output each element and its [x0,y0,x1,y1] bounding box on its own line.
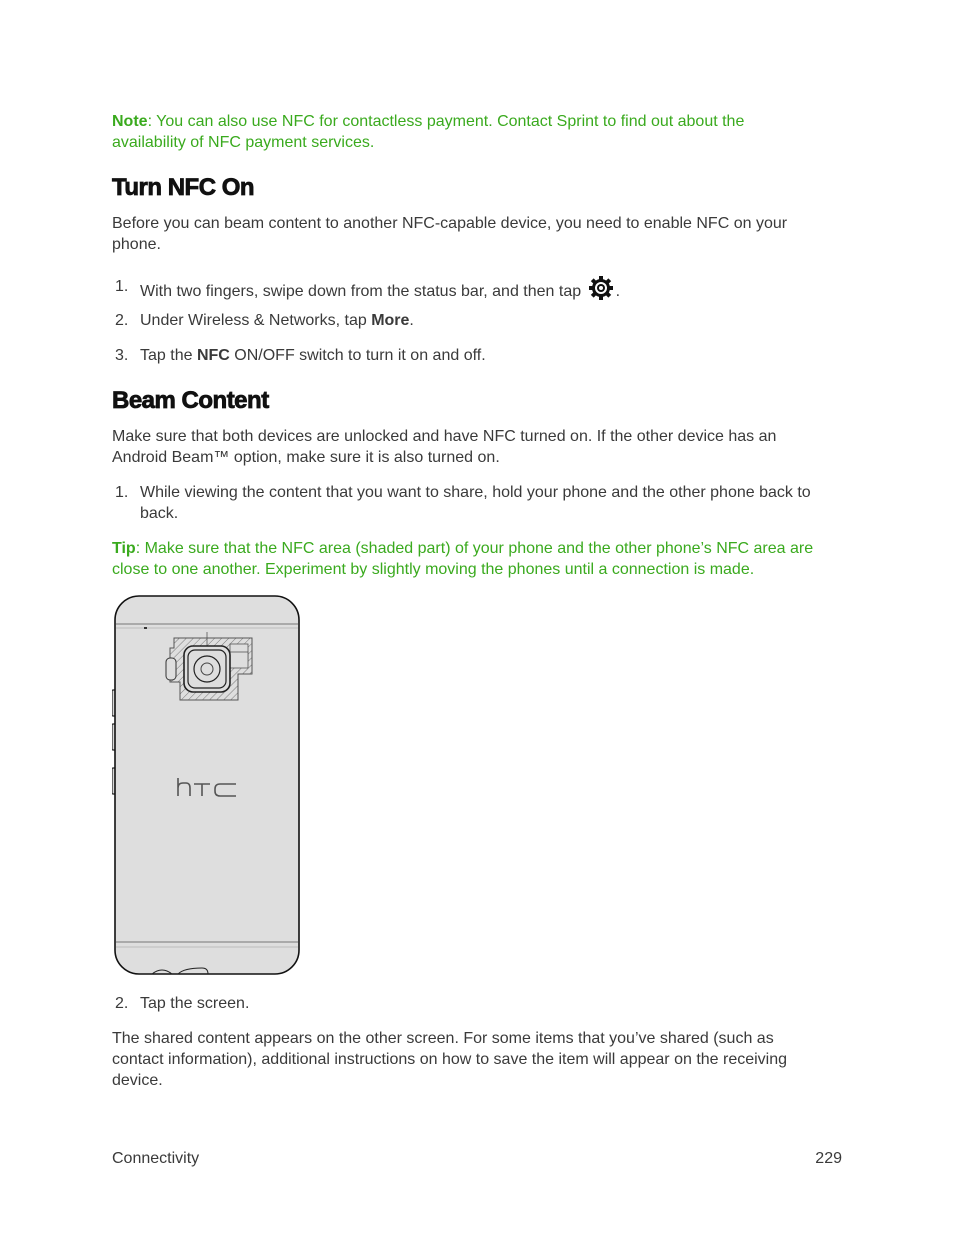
note-text: : You can also use NFC for contactless payment. Contact Sprint to find out about the availability of NFC payment services. [112,113,745,151]
step-text-end: ON/OFF switch to turn it on and off. [229,347,486,364]
step-text-end: . [615,283,621,300]
note-paragraph [112,111,792,153]
step-list [112,345,842,366]
step-1-swipe [112,276,842,302]
step-list [112,310,842,331]
tip-paragraph [112,538,842,580]
step-bold-more: More [371,312,410,329]
step-1-back-to-back [112,482,842,524]
step-text: Under Wireless & Networks, tap [140,312,372,329]
footer-page-number: 229 [815,1150,842,1167]
shared-content-paragraph: The shared content appears on the other screen. For some items that you’ve shared (such as contact information), additional instructions on how to save the item will appear on the receiving device. [112,1030,788,1089]
turn-nfc-intro: Before you can beam content to another NFC-capable device, you need to enable NFC on your phone. [112,215,788,253]
step-text: Tap the screen. [140,995,250,1012]
heading-beam-content: Beam Content [112,387,269,414]
step-2-more [112,310,842,331]
step-text: While viewing the content that you want to share, hold your phone and the other phone back to back. [140,484,811,522]
tip-text: : Make sure that the NFC area (shaded part) of your phone and the other phone’s NFC area are close to one another. Experiment by slightly moving the phones until a connection is made. [112,540,814,578]
step-number: 2. [115,995,129,1012]
footer-section-name: Connectivity [112,1150,200,1167]
tip-label: Tip [112,540,136,557]
step-2-tap-screen [112,993,842,1014]
phone-back-nfc-illustration [112,592,304,980]
step-number: 3. [115,347,129,364]
settings-gear-icon [588,276,614,300]
step-bold-nfc: NFC [196,347,230,364]
note-label: Note [112,113,148,130]
step-list [112,993,842,1014]
beam-content-intro: Make sure that both devices are unlocked and have NFC turned on. If the other device has an Android Beam™ option, make sure it is also turned on. [112,428,777,466]
step-list [112,482,842,524]
step-text-end: . [409,312,414,329]
step-text: With two fingers, swipe down from the status bar, and then tap [140,283,582,300]
step-3-nfc-switch [112,345,842,366]
heading-turn-nfc-on: Turn NFC On [112,174,255,201]
step-number: 1. [115,278,129,295]
step-number: 1. [115,484,129,501]
step-number: 2. [115,312,129,329]
step-text: Tap the [140,347,197,364]
step-list [112,276,842,302]
